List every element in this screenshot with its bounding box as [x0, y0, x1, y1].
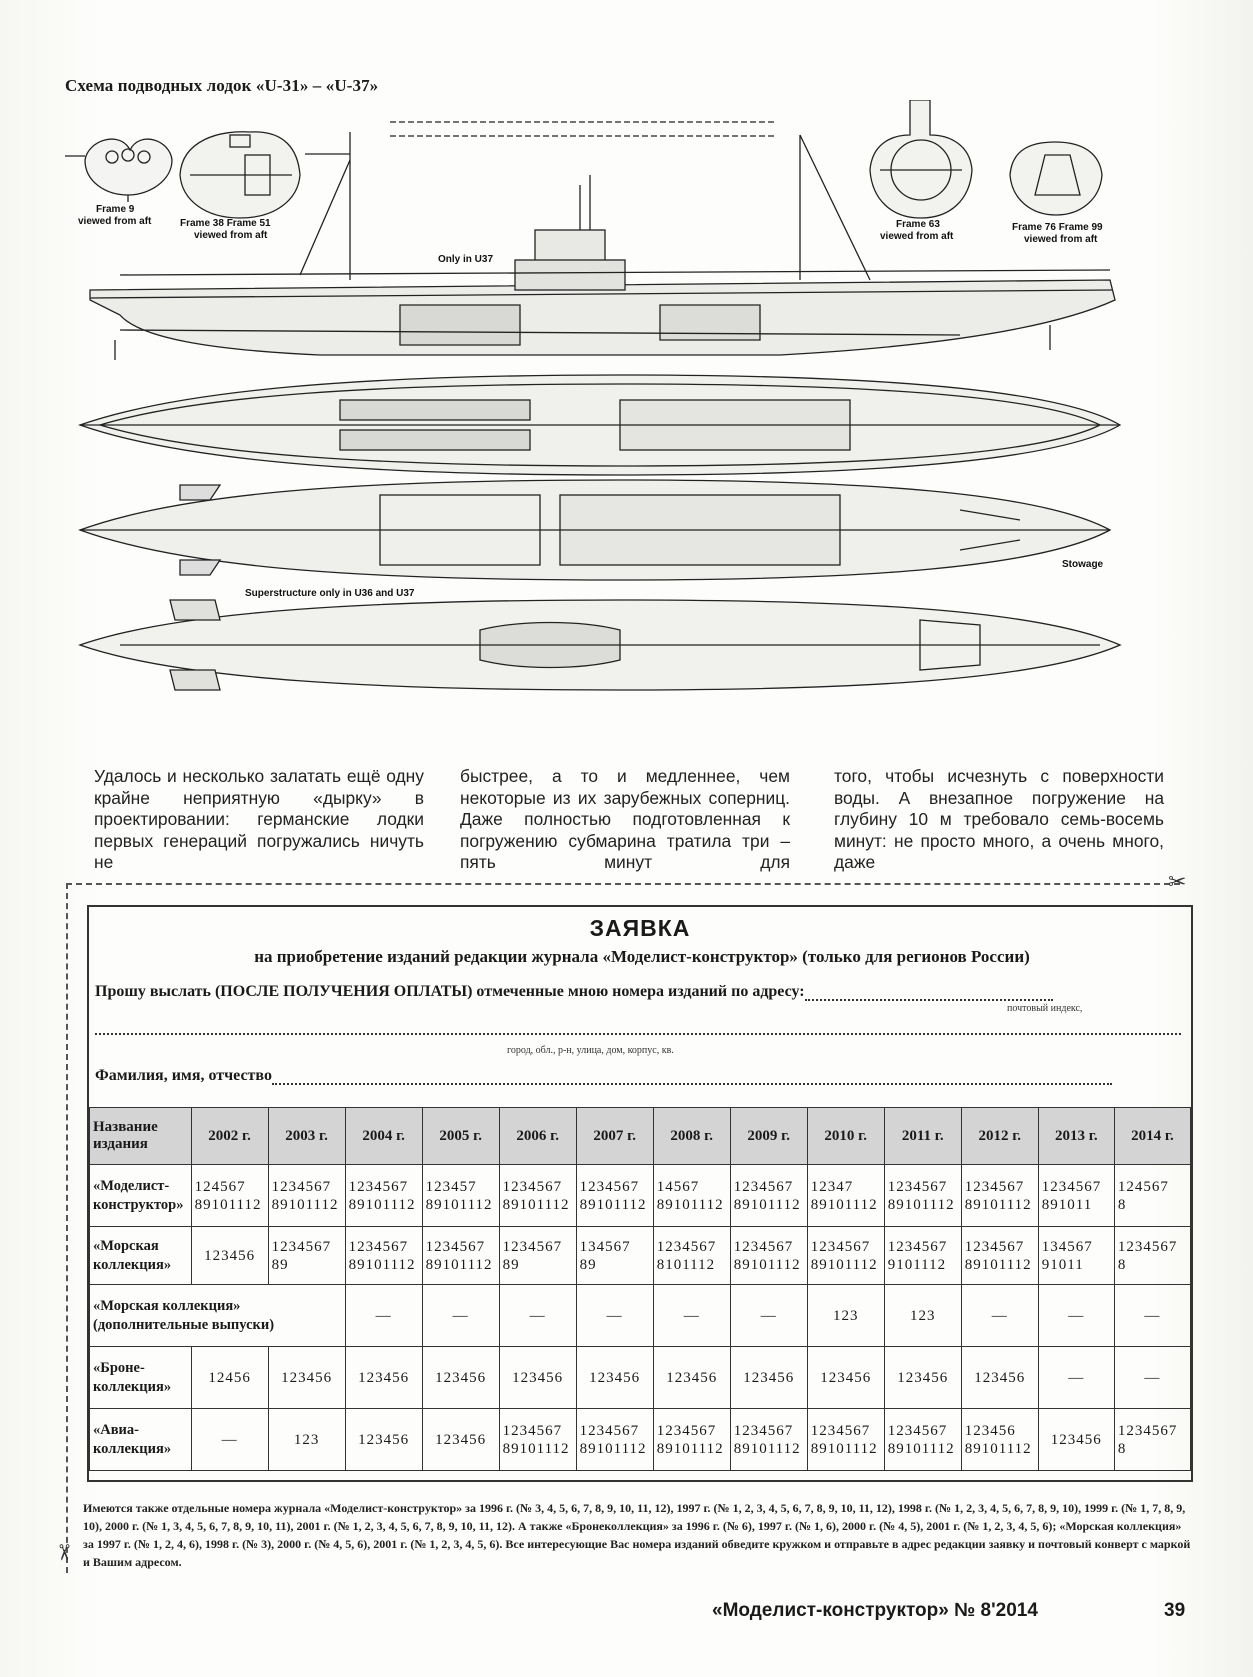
- issue-cell[interactable]: 1234567 89101112: [884, 1165, 961, 1227]
- article-col-1-text: Удалось и несколько залатать ещё одну крайне неприятную «дырку» в проектировании: германские лодки первых генераций погружались ничуть не: [94, 766, 424, 872]
- header-year: 2014 г.: [1114, 1108, 1190, 1165]
- publication-name: «Морская коллекция» (дополнительные выпуски): [90, 1285, 346, 1347]
- form-subtitle: на приобретение изданий редакции журнала «Моделист-конструктор» (только для регионов России): [254, 947, 1030, 966]
- issue-cell[interactable]: 123: [884, 1285, 961, 1347]
- table-row: [90, 1227, 1191, 1285]
- hint-postal-index: почтовый индекс,: [1007, 1003, 1083, 1014]
- issue-cell[interactable]: 1234567 89101112: [422, 1227, 499, 1285]
- issue-cell[interactable]: —: [499, 1285, 576, 1347]
- scissors-icon: ✂: [1168, 870, 1187, 895]
- table-row: [90, 1165, 1191, 1227]
- cut-line-vertical: [66, 883, 68, 1573]
- article-column-1: [94, 766, 424, 874]
- issue-cell[interactable]: 123456: [499, 1347, 576, 1409]
- issue-cell[interactable]: 14567 89101112: [653, 1165, 730, 1227]
- issue-cell[interactable]: 1234567 89: [499, 1227, 576, 1285]
- table-header-row: [90, 1108, 1191, 1165]
- header-year: 2005 г.: [422, 1108, 499, 1165]
- header-year: 2003 г.: [268, 1108, 345, 1165]
- issue-cell[interactable]: 1234567 89101112: [961, 1165, 1038, 1227]
- frame-9-section: [65, 139, 172, 202]
- order-form: [87, 905, 1193, 1482]
- issue-cell[interactable]: 1234567 89101112: [884, 1409, 961, 1471]
- label-stowage: Stowage: [1062, 559, 1104, 570]
- address-continuation-line[interactable]: [95, 1017, 1185, 1035]
- issue-cell[interactable]: 1234567 8: [1114, 1409, 1190, 1471]
- issue-cell[interactable]: 1234567 891011: [1038, 1165, 1114, 1227]
- issue-cell[interactable]: 123456: [191, 1227, 268, 1285]
- issue-cell[interactable]: —: [653, 1285, 730, 1347]
- cut-line-horizontal: [66, 883, 1180, 885]
- issue-cell[interactable]: 123456 89101112: [961, 1409, 1038, 1471]
- hint-address: город, обл., р-н, улица, дом, корпус, кв.: [507, 1045, 674, 1056]
- frame-38-section: [180, 132, 350, 218]
- issue-cell[interactable]: 1234567 89101112: [730, 1165, 807, 1227]
- label-only-u37: Only in U37: [438, 254, 494, 265]
- label-frame-63: Frame 63: [896, 219, 940, 230]
- header-year: 2009 г.: [730, 1108, 807, 1165]
- issue-cell[interactable]: 123456: [345, 1347, 422, 1409]
- header-year: 2002 г.: [191, 1108, 268, 1165]
- issue-cell[interactable]: —: [1114, 1347, 1190, 1409]
- issue-cell[interactable]: 123456: [961, 1347, 1038, 1409]
- issue-cell[interactable]: 1234567 89101112: [807, 1409, 884, 1471]
- full-name-line[interactable]: [95, 1067, 1185, 1085]
- article-column-2: [460, 766, 790, 874]
- frame-63-section: [870, 100, 972, 218]
- header-year: 2010 г.: [807, 1108, 884, 1165]
- issue-cell[interactable]: 12347 89101112: [807, 1165, 884, 1227]
- label-frame-38: Frame 38 Frame 51: [180, 218, 271, 229]
- form-title: ЗАЯВКА: [589, 915, 691, 941]
- issue-cell[interactable]: —: [961, 1285, 1038, 1347]
- issue-cell[interactable]: —: [1038, 1347, 1114, 1409]
- issue-cell[interactable]: 1234567 89101112: [345, 1227, 422, 1285]
- issue-cell[interactable]: 1234567 89101112: [576, 1165, 653, 1227]
- issues-table: [89, 1107, 1191, 1471]
- header-year: 2013 г.: [1038, 1108, 1114, 1165]
- issue-cell[interactable]: 123456: [576, 1347, 653, 1409]
- publication-name: «Моделист-конструктор»: [90, 1165, 192, 1227]
- issue-cell[interactable]: 123456: [807, 1347, 884, 1409]
- header-name: Название издания: [90, 1108, 192, 1165]
- issue-cell[interactable]: —: [730, 1285, 807, 1347]
- issue-cell[interactable]: 134567 91011: [1038, 1227, 1114, 1285]
- footnote: Имеются также отдельные номера журнала «Моделист-конструктор» за 1996 г. (№ 3, 4, 5, 6, 7, 8, 9, 10, 11, 12), 1997 г. (№ 1, 2, 3, 4, 5, 6, 7, 8, 9, 10, 11, 12), 1998 г. (№ 1, 2, 3, 4, 5, 6, 7, 8, 9, 10), 1999 г. (№ 1, 7, 8, 9, 10), 2000 г. (№ 1, 3, 4, 5, 6, 7, 8, 9, 10, 11), 2001 г. (№ 1, 2, 3, 4, 5, 6, 7, 8, 9, 10, 11, 12). А также «Бронеколлекция» за 1996 г. (№ 6), 1997 г. (№ 1, 6), 2000 г. (№ 4, 5), 2001 г. (№ 1, 2, 3, 4, 5, 6); «Морская коллекция» за 1997 г. (№ 1, 2, 4, 6), 1998 г. (№ 3), 2000 г. (№ 4, 5, 6), 2001 г. (№ 1, 2, 3, 4, 5, 6). Все интересующие Вас номера изданий обведите кружком и отправьте в адрес редакции заявку и почтовый конверт с маркой и Вашим адресом.: [83, 1501, 1191, 1569]
- superstructure-view: [80, 600, 1120, 690]
- issue-cell[interactable]: 123456: [268, 1347, 345, 1409]
- address-request-label: Прошу выслать (ПОСЛЕ ПОЛУЧЕНИЯ ОПЛАТЫ) отмеченные мною номера изданий по адресу:: [95, 983, 805, 1000]
- header-year: 2012 г.: [961, 1108, 1038, 1165]
- header-year: 2011 г.: [884, 1108, 961, 1165]
- article-col-2-text: быстрее, а то и медленнее, чем некоторые из их зарубежных соперниц. Даже полностью подготовленная к погружению субмарина тратила три – пять минут для: [460, 766, 790, 872]
- side-elevation: [90, 230, 1115, 360]
- publication-name: «Авиа-коллекция»: [90, 1409, 192, 1471]
- issue-cell[interactable]: 124567 8: [1114, 1165, 1190, 1227]
- scissors-icon-left: ✂: [50, 1543, 76, 1562]
- issue-cell[interactable]: 1234567 89101112: [730, 1227, 807, 1285]
- full-name-field[interactable]: [272, 1069, 1112, 1085]
- issue-cell[interactable]: 123456: [730, 1347, 807, 1409]
- label-frame-76: Frame 76 Frame 99: [1012, 222, 1103, 233]
- label-frame-63-sub: viewed from aft: [880, 231, 954, 242]
- address-field-2[interactable]: [95, 1019, 1181, 1035]
- address-request-line[interactable]: [95, 983, 1185, 1001]
- label-frame-9: Frame 9: [96, 204, 135, 215]
- issue-cell[interactable]: —: [191, 1409, 268, 1471]
- header-year: 2008 г.: [653, 1108, 730, 1165]
- label-frame-76-sub: viewed from aft: [1024, 234, 1098, 245]
- issue-cell[interactable]: 1234567 9101112: [884, 1227, 961, 1285]
- issue-cell[interactable]: 1234567 89101112: [499, 1409, 576, 1471]
- table-row: [90, 1409, 1191, 1471]
- label-frame-9-sub: viewed from aft: [78, 216, 152, 227]
- issue-cell[interactable]: —: [345, 1285, 422, 1347]
- issue-cell[interactable]: 1234567 89101112: [653, 1409, 730, 1471]
- issue-cell[interactable]: 123456: [422, 1409, 499, 1471]
- issue-cell[interactable]: 123456: [884, 1347, 961, 1409]
- plan-view-2: [80, 480, 1110, 580]
- table-body: [90, 1165, 1191, 1471]
- issue-cell[interactable]: 123456: [422, 1347, 499, 1409]
- issue-cell[interactable]: 123: [807, 1285, 884, 1347]
- issue-cell[interactable]: 1234567 89101112: [730, 1409, 807, 1471]
- label-frame-38-sub: viewed from aft: [194, 230, 268, 241]
- issue-cell[interactable]: 123: [268, 1409, 345, 1471]
- article-text: [94, 766, 1194, 872]
- figure-caption: Схема подводных лодок «U-31» – «U-37»: [65, 76, 379, 95]
- footer-magazine: «Моделист-конструктор» № 8'2014: [712, 1600, 1038, 1621]
- issue-cell[interactable]: 1234567 89101112: [268, 1165, 345, 1227]
- issue-cell[interactable]: 123456: [345, 1409, 422, 1471]
- issue-cell[interactable]: 1234567 89101112: [576, 1409, 653, 1471]
- issue-cell[interactable]: 124567 89101112: [191, 1165, 268, 1227]
- issue-cell[interactable]: 1234567 89101112: [961, 1227, 1038, 1285]
- table-row: [90, 1285, 1191, 1347]
- issue-cell[interactable]: 1234567 8: [1114, 1227, 1190, 1285]
- issue-cell[interactable]: —: [1114, 1285, 1190, 1347]
- header-year: 2007 г.: [576, 1108, 653, 1165]
- table-row: [90, 1347, 1191, 1409]
- issue-cell[interactable]: —: [576, 1285, 653, 1347]
- header-year: 2006 г.: [499, 1108, 576, 1165]
- address-field[interactable]: [805, 985, 1053, 1001]
- article-column-3: [834, 766, 1164, 874]
- issue-cell[interactable]: 1234567 8101112: [653, 1227, 730, 1285]
- header-year: 2004 г.: [345, 1108, 422, 1165]
- issue-cell[interactable]: 123456: [653, 1347, 730, 1409]
- article-col-3-text: того, чтобы исчезнуть с поверхности воды. А внезапное погружение на глубину 10 м требовало семь-восемь минут: не просто много, а очень много, даже: [834, 766, 1164, 872]
- label-superstructure: Superstructure only in U36 and U37: [245, 588, 415, 599]
- issue-cell[interactable]: 1234567 89: [268, 1227, 345, 1285]
- plan-view-1: [80, 375, 1120, 475]
- issue-cell[interactable]: 134567 89: [576, 1227, 653, 1285]
- issue-cell[interactable]: 1234567 89101112: [499, 1165, 576, 1227]
- page-number: 39: [1164, 1600, 1186, 1621]
- publication-name: «Морская коллекция»: [90, 1227, 192, 1285]
- full-name-label: Фамилия, имя, отчество: [95, 1067, 272, 1084]
- issue-cell[interactable]: 1234567 89101112: [345, 1165, 422, 1227]
- frame-76-section: [1010, 142, 1102, 215]
- issue-cell[interactable]: 123457 89101112: [422, 1165, 499, 1227]
- submarine-drawing: [60, 100, 1200, 740]
- issue-cell[interactable]: 1234567 89101112: [807, 1227, 884, 1285]
- issue-cell[interactable]: 123456: [1038, 1409, 1114, 1471]
- issue-cell[interactable]: —: [1038, 1285, 1114, 1347]
- issue-cell[interactable]: 12456: [191, 1347, 268, 1409]
- publication-name: «Броне-коллекция»: [90, 1347, 192, 1409]
- issue-cell[interactable]: —: [422, 1285, 499, 1347]
